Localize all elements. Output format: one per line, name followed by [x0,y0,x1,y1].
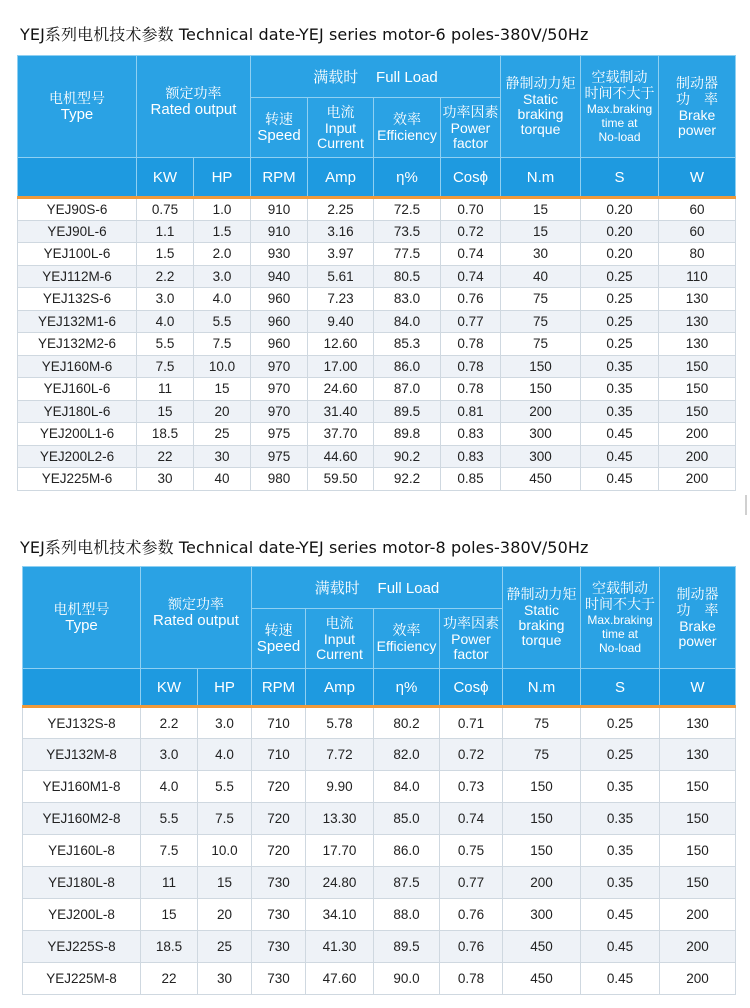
table-cell: 0.78 [441,355,501,378]
table-cell: 31.40 [308,400,374,423]
table-cell: 89.5 [374,931,440,963]
table-cell: 15 [141,899,198,931]
table-cell: 75 [501,288,581,311]
table-cell: 3.0 [141,739,198,771]
unit-blank [23,669,141,707]
table-cell: 2.0 [194,243,251,266]
table-cell: 40 [501,265,581,288]
table-cell: 15 [501,198,581,221]
table-cell: 0.76 [440,931,503,963]
table-cell: 130 [659,333,736,356]
table-cell: 2.2 [141,707,198,739]
table-row [18,378,736,401]
table-cell: 5.5 [141,803,198,835]
table-cell: 0.45 [581,445,659,468]
table-cell: 30 [198,963,252,995]
table-cell: 3.97 [308,243,374,266]
table-cell: 0.25 [581,707,660,739]
table-cell: 87.5 [374,867,440,899]
motor-type-cell: YEJ132M1-6 [18,310,137,333]
table-cell: 975 [251,423,308,446]
table-cell: 0.45 [581,963,660,995]
table-cell: 0.73 [440,771,503,803]
table-cell: 910 [251,198,308,221]
table-cell: 150 [660,771,736,803]
table-cell: 88.0 [374,899,440,931]
table-cell: 970 [251,378,308,401]
table-row [23,707,736,739]
table-row [18,198,736,221]
table-cell: 80.5 [374,265,441,288]
table-row [23,867,736,899]
table-cell: 4.0 [198,739,252,771]
table-cell: 150 [660,867,736,899]
table-cell: 150 [659,378,736,401]
table-cell: 85.3 [374,333,441,356]
table-cell: 9.90 [306,771,374,803]
table-cell: 9.40 [308,310,374,333]
header-max-braking-time: 空载制动 时间不大于 Max.braking time at No-load [581,567,660,669]
table-cell: 710 [252,739,306,771]
table-cell: 59.50 [308,468,374,491]
table-cell: 75 [503,739,581,771]
table-cell: 10.0 [194,355,251,378]
table-cell: 89.5 [374,400,441,423]
motor-type-cell: YEJ225M-8 [23,963,141,995]
table-cell: 730 [252,899,306,931]
table-cell: 0.35 [581,378,659,401]
table-cell: 450 [503,963,581,995]
motor-type-cell: YEJ200L2-6 [18,445,137,468]
table-cell: 40 [194,468,251,491]
motor-type-cell: YEJ160L-6 [18,378,137,401]
table-cell: 7.72 [306,739,374,771]
table-cell: 7.5 [141,835,198,867]
motor-6-poles-table [17,55,736,491]
table-cell: 1.0 [194,198,251,221]
table-cell: 75 [501,310,581,333]
table-cell: 25 [198,931,252,963]
unit-cell: RPM [252,669,306,707]
table-cell: 0.25 [581,265,659,288]
table-cell: 75 [501,333,581,356]
table-cell: 5.5 [198,771,252,803]
table-cell: 72.5 [374,198,441,221]
table-cell: 90.2 [374,445,441,468]
unit-cell: W [660,669,736,707]
table-row [23,931,736,963]
table-cell: 150 [503,835,581,867]
table-row [18,445,736,468]
table-cell: 20 [194,400,251,423]
table-cell: 15 [198,867,252,899]
edge-divider [745,495,747,515]
table-cell: 0.85 [441,468,501,491]
table-cell: 970 [251,400,308,423]
table-cell: 0.45 [581,468,659,491]
table-cell: 7.5 [194,333,251,356]
table-cell: 17.70 [306,835,374,867]
unit-cell: η% [374,158,441,198]
table-row [18,288,736,311]
table-cell: 150 [501,355,581,378]
table-cell: 5.61 [308,265,374,288]
table-cell: 300 [501,423,581,446]
unit-cell: HP [198,669,252,707]
table-cell: 0.83 [441,445,501,468]
motor-type-cell: YEJ90S-6 [18,198,137,221]
unit-cell: S [581,158,659,198]
table-cell: 89.8 [374,423,441,446]
table-cell: 73.5 [374,220,441,243]
table-cell: 92.2 [374,468,441,491]
table-row [18,468,736,491]
table-cell: 7.23 [308,288,374,311]
table-cell: 5.5 [137,333,194,356]
header-static-braking-torque: 静制动力矩 Static braking torque [501,56,581,158]
motor-type-cell: YEJ200L1-6 [18,423,137,446]
table-cell: 15 [137,400,194,423]
table-row [18,220,736,243]
table-cell: 110 [659,265,736,288]
table-cell: 0.75 [137,198,194,221]
motor-type-cell: YEJ132M-8 [23,739,141,771]
table-row [23,771,736,803]
motor-type-cell: YEJ180L-6 [18,400,137,423]
table-cell: 0.45 [581,931,660,963]
unit-cell: Amp [306,669,374,707]
header-max-braking-time: 空载制动 时间不大于 Max.braking time at No-load [581,56,659,158]
table-cell: 150 [660,803,736,835]
table-cell: 200 [503,867,581,899]
table-cell: 0.35 [581,835,660,867]
table-cell: 7.5 [198,803,252,835]
table-row [18,265,736,288]
header-efficiency: 效率 Efficiency [374,609,440,669]
unit-cell: Amp [308,158,374,198]
table-cell: 720 [252,771,306,803]
table-cell: 0.72 [441,220,501,243]
table-cell: 0.35 [581,803,660,835]
table-row [18,400,736,423]
table-cell: 0.35 [581,867,660,899]
header-speed: 转速 Speed [251,98,308,158]
table-row [18,423,736,446]
motor-type-cell: YEJ225S-8 [23,931,141,963]
table-cell: 0.25 [581,310,659,333]
header-efficiency: 效率 Efficiency [374,98,441,158]
table1-body [18,198,736,491]
header-input-current: 电流 Input Current [306,609,374,669]
unit-cell: N.m [501,158,581,198]
motor-type-cell: YEJ132S-8 [23,707,141,739]
table-cell: 18.5 [141,931,198,963]
motor-type-cell: YEJ112M-6 [18,265,137,288]
table-cell: 0.70 [441,198,501,221]
table-cell: 85.0 [374,803,440,835]
table-cell: 0.81 [441,400,501,423]
table-cell: 200 [660,931,736,963]
table-cell: 980 [251,468,308,491]
table-cell: 200 [660,963,736,995]
table-cell: 200 [659,423,736,446]
header-input-current: 电流 Input Current [308,98,374,158]
header-brake-power: 制动器 功 率 Brake power [660,567,736,669]
table-cell: 86.0 [374,835,440,867]
table-cell: 22 [137,445,194,468]
table-row [18,355,736,378]
table-cell: 730 [252,867,306,899]
table-cell: 30 [501,243,581,266]
table2-title: YEJ系列电机技术参数 Technical date-YEJ series motor-8 poles-380V/50Hz [20,538,589,557]
header-brake-power: 制动器 功 率 Brake power [659,56,736,158]
table-cell: 4.0 [137,310,194,333]
table-cell: 0.25 [581,288,659,311]
table-row [23,835,736,867]
table-cell: 200 [659,445,736,468]
table-cell: 960 [251,288,308,311]
table-cell: 82.0 [374,739,440,771]
table-row [23,803,736,835]
table-cell: 0.45 [581,423,659,446]
motor-type-cell: YEJ132M2-6 [18,333,137,356]
table-cell: 150 [503,771,581,803]
table-cell: 0.72 [440,739,503,771]
table-cell: 300 [503,899,581,931]
table-cell: 0.77 [441,310,501,333]
table-cell: 0.83 [441,423,501,446]
unit-cell: W [659,158,736,198]
motor-type-cell: YEJ180L-8 [23,867,141,899]
table-cell: 1.5 [194,220,251,243]
table-cell: 0.25 [581,739,660,771]
table-cell: 75 [503,707,581,739]
table-cell: 22 [141,963,198,995]
table-cell: 80.2 [374,707,440,739]
header-type: 电机型号 Type [18,56,137,158]
table-cell: 4.0 [141,771,198,803]
table-cell: 41.30 [306,931,374,963]
table-cell: 130 [659,310,736,333]
units-row [23,669,736,707]
table-cell: 150 [659,400,736,423]
unit-cell: KW [137,158,194,198]
table-row [23,963,736,995]
table-header [18,56,736,198]
table-cell: 0.78 [441,333,501,356]
header-power-factor: 功率因素 Power factor [440,609,503,669]
table-cell: 44.60 [308,445,374,468]
header-rated-output: 额定功率 Rated output [137,56,251,158]
table-cell: 720 [252,803,306,835]
table-row [23,739,736,771]
motor-type-cell: YEJ160M1-8 [23,771,141,803]
table-row [18,243,736,266]
table-cell: 0.78 [441,378,501,401]
header-type: 电机型号 Type [23,567,141,669]
header-full-load: 满载时 Full Load [251,56,501,98]
table-cell: 60 [659,198,736,221]
table-cell: 970 [251,355,308,378]
table-cell: 83.0 [374,288,441,311]
table-row [18,310,736,333]
motor-type-cell: YEJ225M-6 [18,468,137,491]
table-cell: 0.71 [440,707,503,739]
table-cell: 3.0 [198,707,252,739]
table-cell: 25 [194,423,251,446]
table-cell: 0.35 [581,355,659,378]
table-cell: 60 [659,220,736,243]
table-cell: 24.80 [306,867,374,899]
table-cell: 0.20 [581,198,659,221]
table-cell: 710 [252,707,306,739]
table-cell: 3.0 [194,265,251,288]
table-cell: 1.1 [137,220,194,243]
table-cell: 90.0 [374,963,440,995]
table-cell: 910 [251,220,308,243]
table-cell: 2.25 [308,198,374,221]
motor-type-cell: YEJ160M2-8 [23,803,141,835]
table-cell: 84.0 [374,771,440,803]
table-cell: 975 [251,445,308,468]
table-cell: 47.60 [306,963,374,995]
units-row [18,158,736,198]
table-cell: 150 [659,355,736,378]
unit-cell: η% [374,669,440,707]
table-cell: 10.0 [198,835,252,867]
table-cell: 87.0 [374,378,441,401]
table-cell: 13.30 [306,803,374,835]
table-cell: 12.60 [308,333,374,356]
table-cell: 150 [660,835,736,867]
table-cell: 0.20 [581,220,659,243]
table-cell: 5.5 [194,310,251,333]
table-cell: 0.75 [440,835,503,867]
table-header [23,567,736,707]
table-cell: 0.77 [440,867,503,899]
table-cell: 0.76 [441,288,501,311]
table-cell: 3.16 [308,220,374,243]
motor-8-poles-table [22,566,736,995]
table-cell: 150 [501,378,581,401]
table-cell: 150 [503,803,581,835]
table-cell: 2.2 [137,265,194,288]
unit-cell: Cosϕ [441,158,501,198]
unit-blank [18,158,137,198]
table-cell: 730 [252,931,306,963]
table-cell: 960 [251,333,308,356]
table-cell: 86.0 [374,355,441,378]
table-cell: 720 [252,835,306,867]
table-cell: 17.00 [308,355,374,378]
motor-type-cell: YEJ100L-6 [18,243,137,266]
table-cell: 34.10 [306,899,374,931]
header-rated-output: 额定功率 Rated output [141,567,252,669]
table-cell: 11 [141,867,198,899]
table-row [23,899,736,931]
table-cell: 5.78 [306,707,374,739]
table-cell: 450 [503,931,581,963]
table-row [18,333,736,356]
table-cell: 940 [251,265,308,288]
table-cell: 30 [137,468,194,491]
table-cell: 130 [659,288,736,311]
table-cell: 200 [659,468,736,491]
table-cell: 3.0 [137,288,194,311]
table-cell: 300 [501,445,581,468]
table-cell: 130 [660,707,736,739]
table-cell: 0.76 [440,899,503,931]
table1-title: YEJ系列电机技术参数 Technical date-YEJ series motor-6 poles-380V/50Hz [20,25,589,44]
table-cell: 15 [194,378,251,401]
motor-type-cell: YEJ160M-6 [18,355,137,378]
motor-type-cell: YEJ90L-6 [18,220,137,243]
table-cell: 1.5 [137,243,194,266]
table-cell: 80 [659,243,736,266]
table-cell: 20 [198,899,252,931]
table-cell: 730 [252,963,306,995]
motor-type-cell: YEJ160L-8 [23,835,141,867]
table-cell: 11 [137,378,194,401]
motor-type-cell: YEJ132S-6 [18,288,137,311]
unit-cell: HP [194,158,251,198]
unit-cell: N.m [503,669,581,707]
table-cell: 450 [501,468,581,491]
table-cell: 37.70 [308,423,374,446]
header-static-braking-torque: 静制动力矩 Static braking torque [503,567,581,669]
table-cell: 0.25 [581,333,659,356]
header-full-load: 满载时 Full Load [252,567,503,609]
unit-cell: Cosϕ [440,669,503,707]
unit-cell: S [581,669,660,707]
table-cell: 4.0 [194,288,251,311]
table-cell: 0.35 [581,400,659,423]
table-cell: 77.5 [374,243,441,266]
table-cell: 30 [194,445,251,468]
table-cell: 930 [251,243,308,266]
table-cell: 7.5 [137,355,194,378]
table-cell: 0.20 [581,243,659,266]
table-cell: 84.0 [374,310,441,333]
header-speed: 转速 Speed [252,609,306,669]
table-cell: 0.45 [581,899,660,931]
unit-cell: KW [141,669,198,707]
unit-cell: RPM [251,158,308,198]
table-cell: 0.74 [441,243,501,266]
header-power-factor: 功率因素 Power factor [441,98,501,158]
table-cell: 15 [501,220,581,243]
table-cell: 200 [501,400,581,423]
table2-body [23,707,736,995]
table-cell: 24.60 [308,378,374,401]
table-cell: 18.5 [137,423,194,446]
table-cell: 960 [251,310,308,333]
table-cell: 0.35 [581,771,660,803]
table-cell: 200 [660,899,736,931]
motor-type-cell: YEJ200L-8 [23,899,141,931]
table-cell: 0.74 [441,265,501,288]
table-cell: 0.74 [440,803,503,835]
table-cell: 0.78 [440,963,503,995]
table-cell: 130 [660,739,736,771]
